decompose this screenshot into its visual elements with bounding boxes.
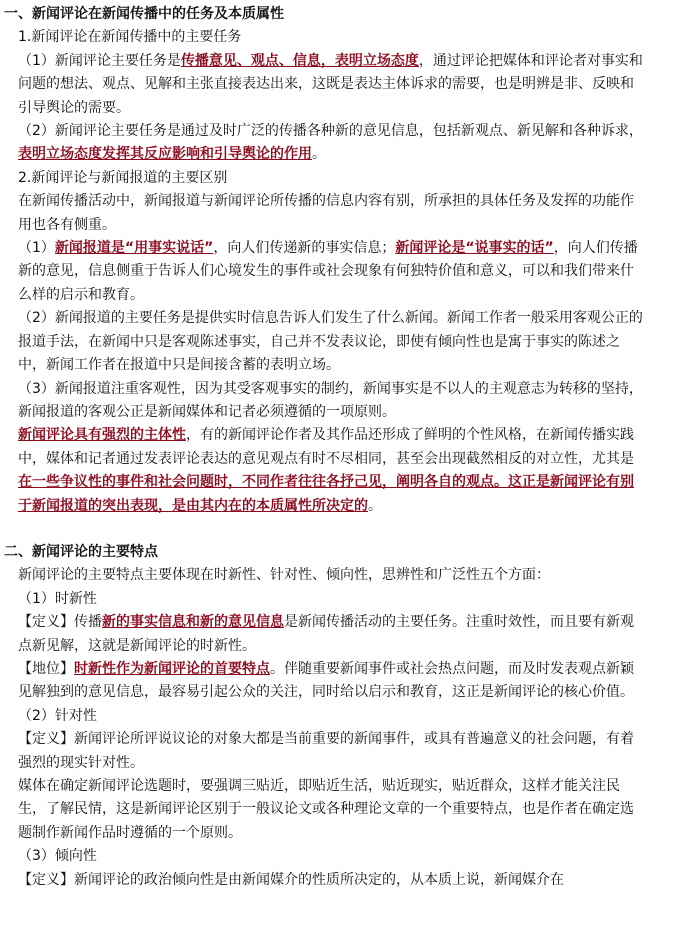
- section-spacer: [4, 518, 644, 541]
- paragraph-6: （3）新闻报道注重客观性，因为其受客观事实的制约，新闻事实是不以人的主观意志为转移的坚持，新闻报道的客观公正是新闻媒体和记者必须遵循的一项原则。: [18, 380, 643, 420]
- paragraph-4: [4, 237, 644, 307]
- status-timeliness-a: 【地位】: [18, 660, 74, 677]
- definition-timeliness-a: 【定义】传播: [18, 614, 102, 631]
- highlight-essence: 在一些争议性的事件和社会问题时，不同作者往往各抒己见，阐明各自的观点。这正是新闻评论有别于新闻报道的突出表现，是由其内在的本质属性所决定的: [18, 474, 634, 514]
- paragraph-7-text-b: 。: [368, 497, 382, 514]
- paragraph-2-text-b: 。: [312, 146, 326, 163]
- paragraph-7: [4, 424, 644, 518]
- section2-intro: 新闻评论的主要特点主要体现在时新性、针对性、倾向性，思辨性和广泛性五个方面：: [18, 567, 550, 584]
- section1-heading: 一、新闻评论在新闻传播中的任务及本质属性: [4, 6, 284, 22]
- feature-title-1: （1）时新性: [18, 590, 97, 607]
- paragraph-4-text-a: （1）: [18, 240, 55, 257]
- status-timeliness-b: 。伴随重要新闻事件或社会热点问题，而及时发表观点新颖见解独到的意见信息，最容易引起公众的关注，同时给以启示和教育，这正是新闻评论的核心价值。: [18, 660, 634, 701]
- section2-heading: 二、新闻评论的主要特点: [4, 543, 158, 560]
- paragraph-1: [4, 50, 644, 120]
- section1-subheading-1: 1.新闻评论在新闻传播中的主要任务: [18, 29, 242, 46]
- paragraph-2-text-a: （2）新闻评论主要任务是通过及时广泛的传播各种新的意见信息，包括新观点、新见解和各种诉求，: [18, 123, 643, 140]
- highlight-new-info: 新的事实信息和新的意见信息: [102, 614, 284, 631]
- document: [4, 3, 644, 892]
- feature-title-3: （3）倾向性: [18, 848, 97, 865]
- paragraph-3: 在新闻传播活动中，新闻报道与新闻评论所传播的信息内容有别，所承担的具体任务及发挥的功能作用也各有侧重。: [18, 193, 634, 233]
- highlight-report: 新闻报道是“用事实说话”: [54, 240, 214, 257]
- status-timeliness: [4, 658, 644, 705]
- paragraph-4-text-b: ，向人们传递新的事实信息；: [213, 240, 396, 257]
- paragraph-1-text-b: ，通过评论把媒体和评论者对事实和问题的想法、观点、见解和主张直接表达出来，这既是表达主体诉求的需要，也是明辨是非、反映和引导舆论的需要。: [18, 52, 643, 116]
- highlight-subjectivity: 新闻评论具有强烈的主体性: [18, 427, 186, 444]
- feature-title-2: （2）针对性: [18, 707, 97, 724]
- paragraph-5: （2）新闻报道的主要任务是提供实时信息告诉人们发生了什么新闻。新闻工作者一般采用客观公正的报道手法，在新闻中只是客观陈述事实，自己并不发表议论，即使有倾向性也是寓于事实的陈述之中，新闻工作者在报道中只是间接含蓄的表明立场。: [18, 310, 643, 374]
- highlight-primary-feature: 时新性作为新闻评论的首要特点: [74, 660, 270, 677]
- paragraph-7-text-a: ，有的新闻评论作者及其作品还形成了鲜明的个性风格，在新闻传播实践中，媒体和记者通过发表评论表达的意见观点有时不尽相同，甚至会出现截然相反的对立性，尤其是: [18, 427, 634, 467]
- definition-pertinence: 【定义】新闻评论所评说议论的对象大都是当前重要的新闻事件，或具有普遍意义的社会问题，有着强烈的现实针对性。: [18, 731, 634, 771]
- paragraph-2: [4, 120, 644, 167]
- paragraph-1-text-a: （1）新闻评论主要任务是: [18, 52, 181, 69]
- highlight-task: 传播意见、观点、信息，表明立场态度: [180, 52, 419, 69]
- highlight-role: 表明立场态度发挥其反应影响和引导舆论的作用: [18, 146, 312, 163]
- definition-tendency: 【定义】新闻评论的政治倾向性是由新闻媒介的性质所决定的，从本质上说，新闻媒介在: [18, 871, 564, 888]
- definition-timeliness-b: 是新闻传播活动的主要任务。注重时效性，而且要有新观点新见解，这就是新闻评论的时新性。: [18, 614, 634, 654]
- highlight-commentary: 新闻评论是“说事实的话”: [395, 240, 554, 257]
- section1-subheading-2: 2.新闻评论与新闻报道的主要区别: [18, 169, 228, 186]
- pertinence-detail: 媒体在确定新闻评论选题时，要强调三贴近，即贴近生活，贴近现实，贴近群众，这样才能关注民生，了解民情，这是新闻评论区别于一般议论文或各种理论文章的一个重要特点，也是作者在确定选题制作新闻作品时遵循的一个原则。: [18, 778, 634, 841]
- definition-timeliness: [4, 611, 644, 658]
- paragraph-4-text-c: ，向人们传播新的意见，信息侧重于告诉人们心境发生的事件或社会现象有何独特价值和意义，可以和我们带来什么样的启示和教育。: [18, 240, 638, 303]
